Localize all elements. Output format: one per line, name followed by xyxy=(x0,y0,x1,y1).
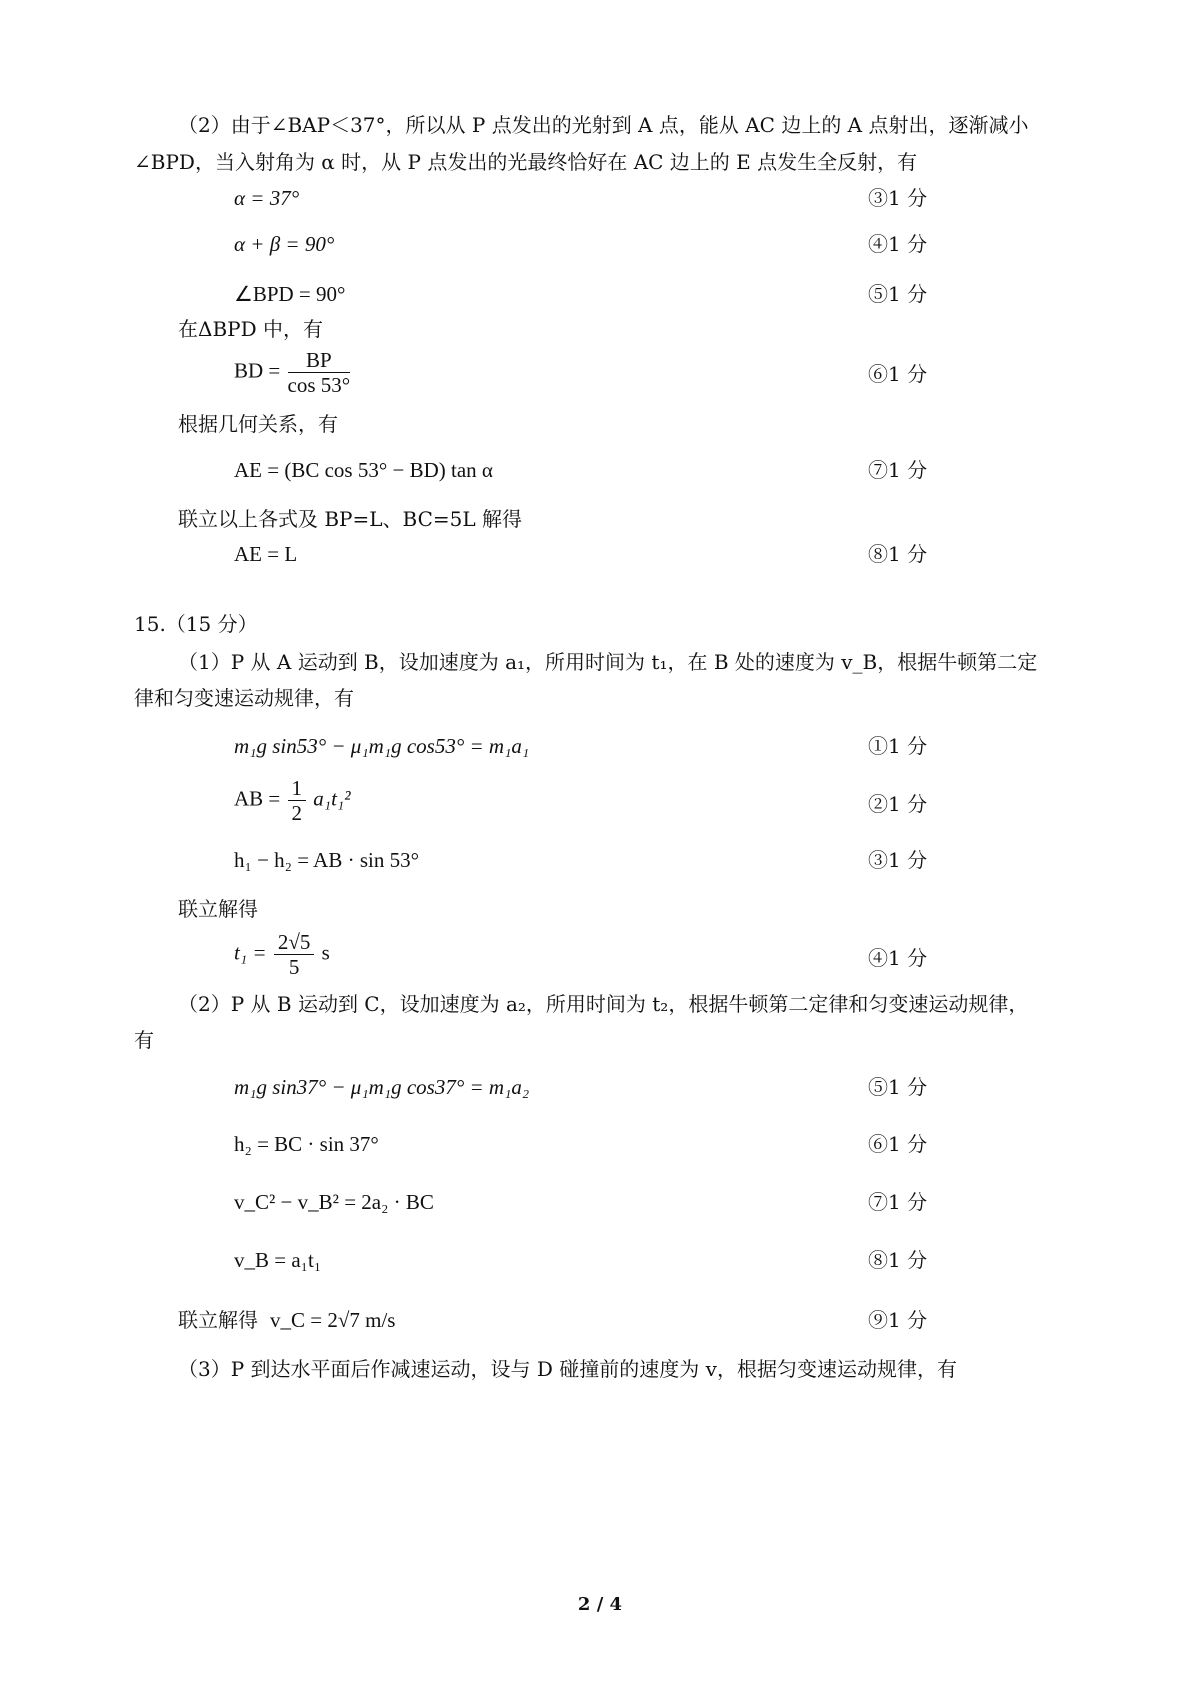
equation-8b: v_B = a₁t₁ xyxy=(234,1248,322,1272)
equation-6: BD = $\frac{BP}{\cos 53^\circ}$ xyxy=(234,348,351,397)
text-line: 根据几何关系，有 xyxy=(178,412,338,436)
score-mark: ⑥1 分 xyxy=(868,1132,928,1156)
equation-5: ∠BPD = 90° xyxy=(234,282,346,306)
score-mark: ⑨1 分 xyxy=(868,1308,928,1332)
equation-7b: v_C² − v_B² = 2a₂ · BC xyxy=(234,1190,434,1214)
paragraph-line: （2）P 从 B 运动到 C，设加速度为 a₂，所用时间为 t₂，根据牛顿第二定律和匀变速运动规律， xyxy=(178,992,1029,1016)
equation-5b: m₁g sin37° − μ₁m₁g cos37° = m₁a₂ xyxy=(234,1075,530,1099)
equation-7: AE = (BC cos 53° − BD) tan α xyxy=(234,458,493,482)
score-mark: ⑧1 分 xyxy=(868,542,928,566)
equation-3b: h₁ − h₂ = AB · sin 53° xyxy=(234,848,419,872)
question-header: 15.（15 分） xyxy=(134,612,258,636)
score-mark: ③1 分 xyxy=(868,186,928,210)
paragraph-line: （3）P 到达水平面后作减速运动，设与 D 碰撞前的速度为 v，根据匀变速运动规律，有 xyxy=(178,1357,957,1381)
equation-3: α = 37° xyxy=(234,186,300,210)
equation-6b: h₂ = BC · sin 37° xyxy=(234,1132,379,1156)
text-line: 联立解得 xyxy=(178,1308,258,1332)
score-mark: ⑧1 分 xyxy=(868,1248,928,1272)
score-mark: ⑤1 分 xyxy=(868,1075,928,1099)
text-line: 在ΔBPD 中，有 xyxy=(178,317,323,341)
score-mark: ④1 分 xyxy=(868,946,928,970)
score-mark: ④1 分 xyxy=(868,232,928,256)
score-mark: ②1 分 xyxy=(868,792,928,816)
page-number: 2 / 4 xyxy=(577,1594,623,1615)
equation-9: v_C = 2√7 m/s xyxy=(270,1308,396,1332)
score-mark: ①1 分 xyxy=(868,734,928,758)
paragraph-line: （2）由于∠BAP＜37°，所以从 P 点发出的光射到 A 点，能从 AC 边上的 A 点射出，逐渐减小 xyxy=(178,113,1029,137)
score-mark: ⑥1 分 xyxy=(868,362,928,386)
equation-8: AE = L xyxy=(234,542,298,566)
paragraph-line: ∠BPD，当入射角为 α 时，从 P 点发出的光最终恰好在 AC 边上的 E 点发生全反射，有 xyxy=(134,150,918,174)
equation-2: AB = $\frac{1}{2}$ a₁t₁² xyxy=(234,776,351,825)
paragraph-line: 律和匀变速运动规律，有 xyxy=(134,686,354,710)
equation-4b: t₁ = $\frac{2√5}{5}$ s xyxy=(234,930,330,979)
paragraph-line: （1）P 从 A 运动到 B，设加速度为 a₁，所用时间为 t₁，在 B 处的速度为 v_B，根据牛顿第二定 xyxy=(178,650,1038,674)
score-mark: ⑦1 分 xyxy=(868,458,928,482)
score-mark: ⑤1 分 xyxy=(868,282,928,306)
text-line: 联立解得 xyxy=(178,897,258,921)
score-mark: ⑦1 分 xyxy=(868,1190,928,1214)
text-line: 联立以上各式及 BP=L、BC=5L 解得 xyxy=(178,507,523,531)
equation-4: α + β = 90° xyxy=(234,232,335,256)
equation-1: m₁g sin53° − μ₁m₁g cos53° = m₁a₁ xyxy=(234,734,530,758)
paragraph-line: 有 xyxy=(134,1028,154,1052)
score-mark: ③1 分 xyxy=(868,848,928,872)
